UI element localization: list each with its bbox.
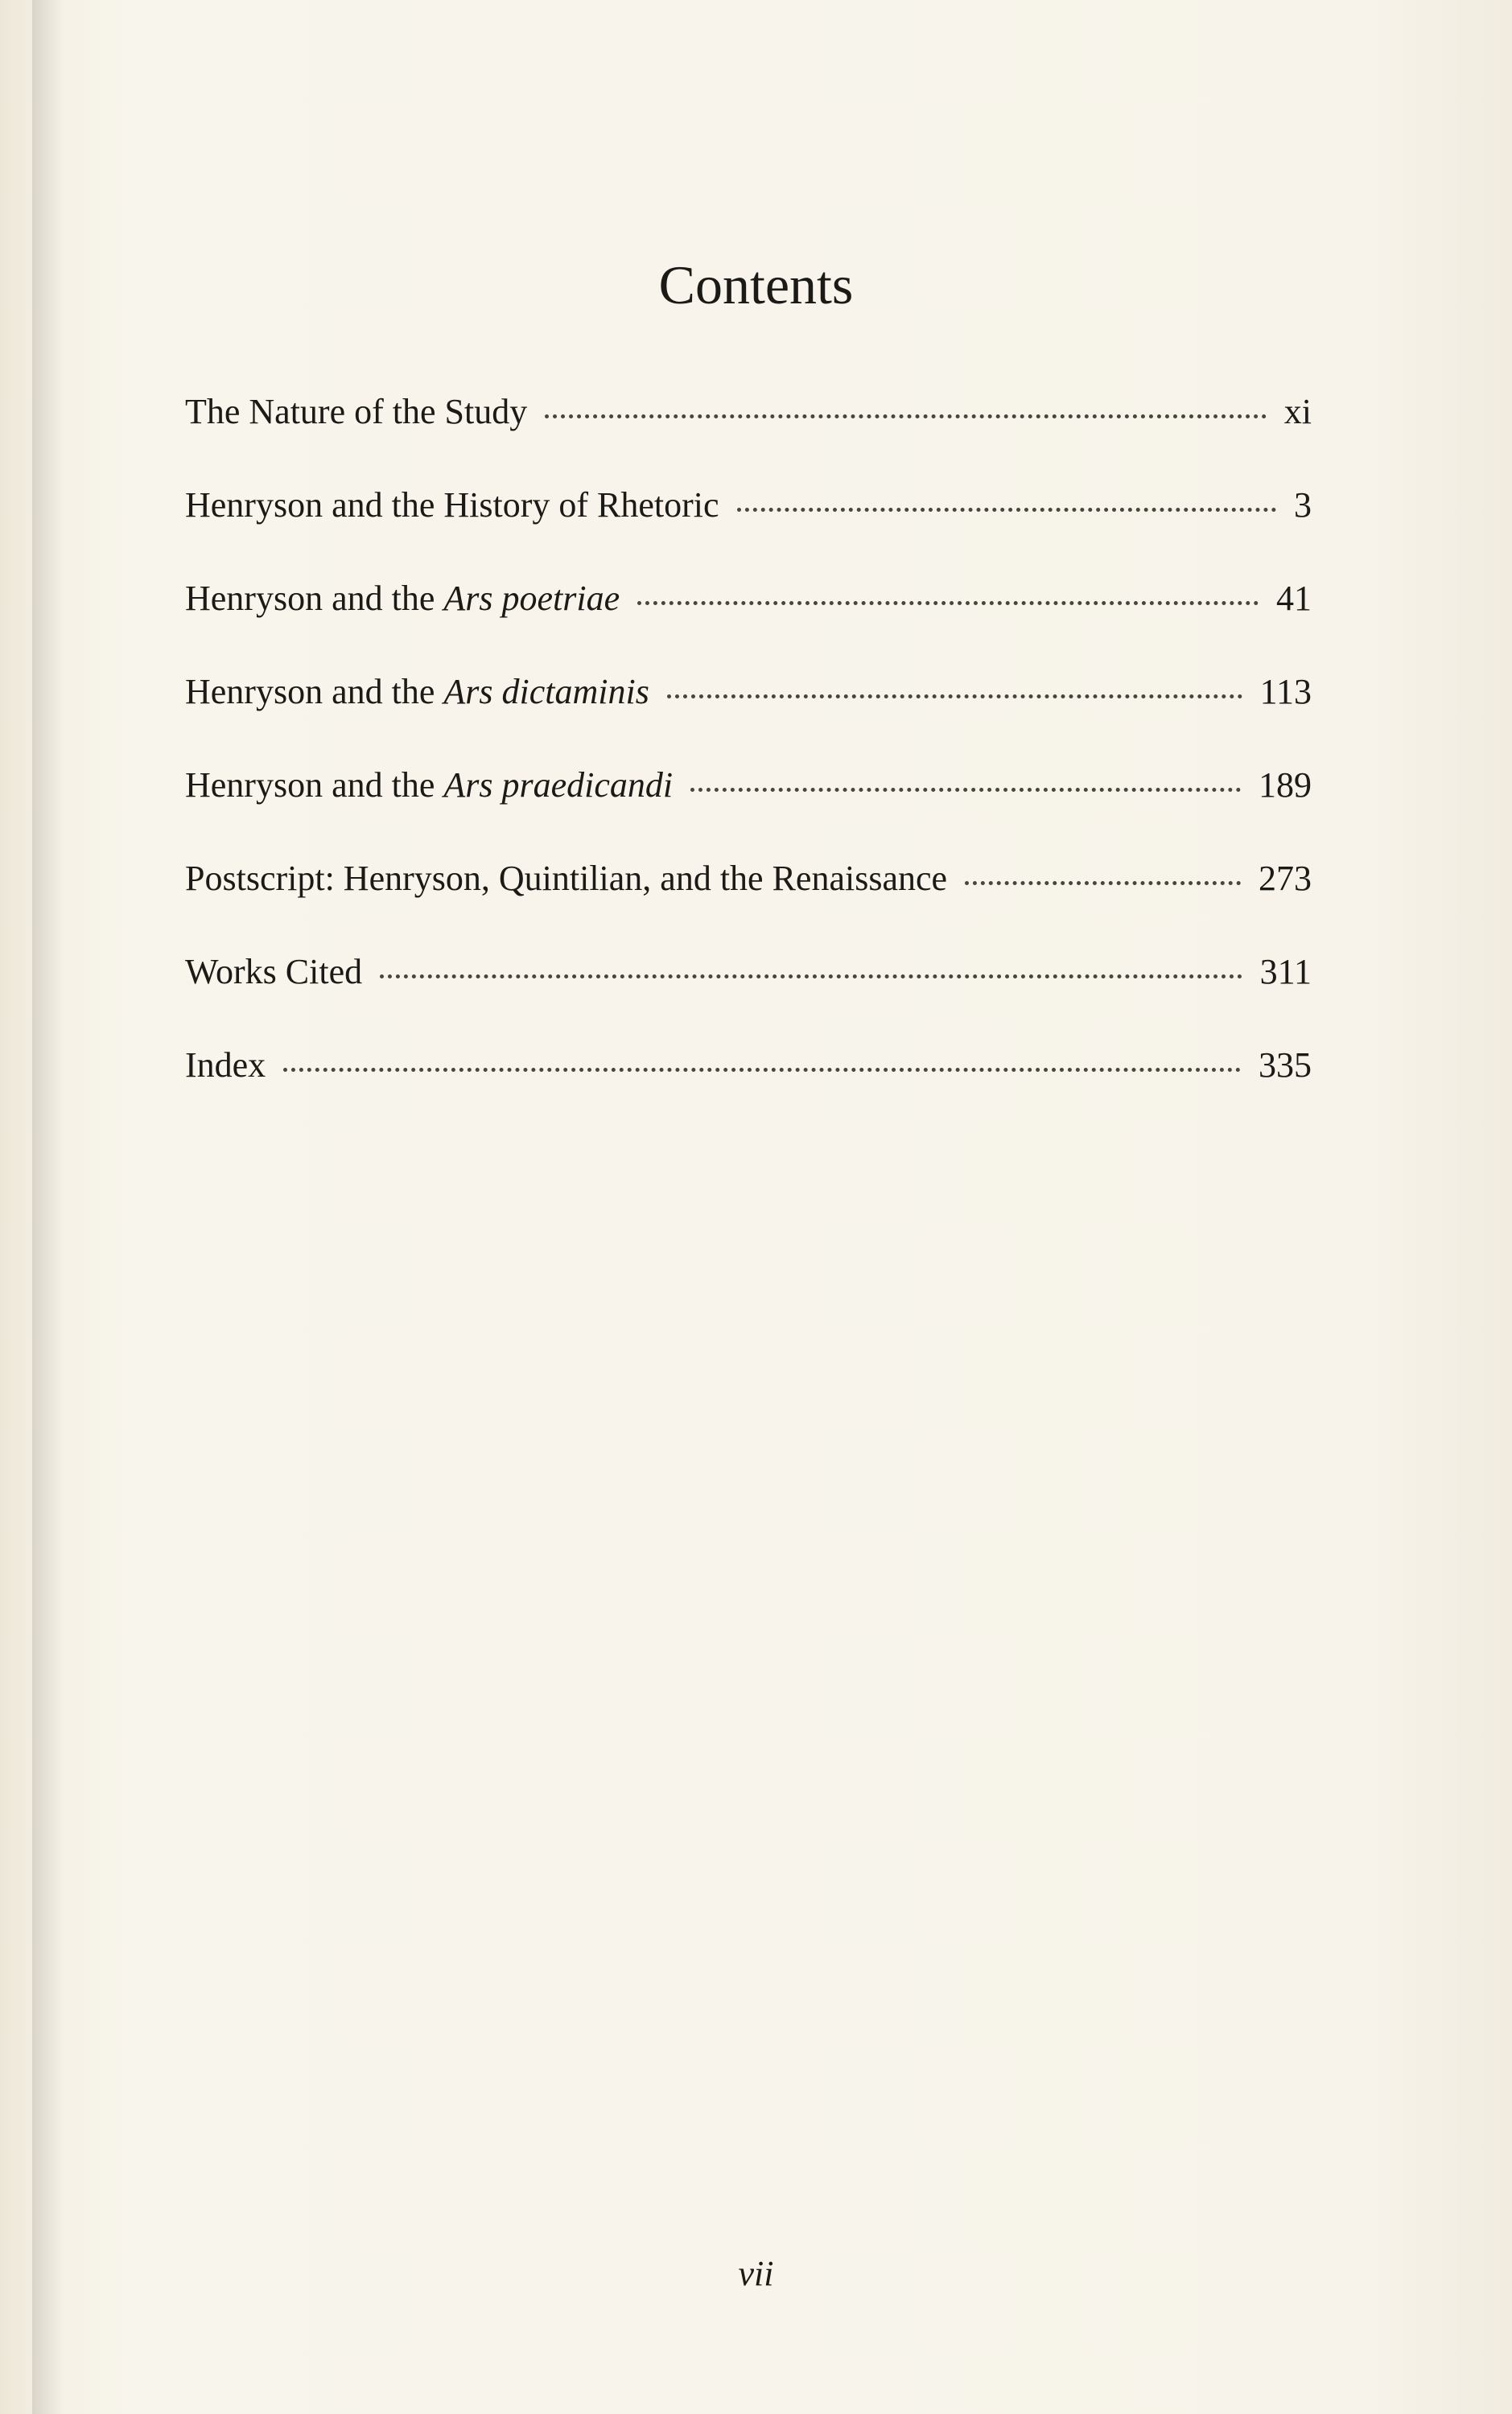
toc-entry xyxy=(185,581,1312,674)
toc-entry xyxy=(185,485,1312,581)
toc-entry-title: Henryson and the Ars praedicandi xyxy=(185,765,674,805)
dot-leader xyxy=(690,788,1241,792)
toc-entry-title: Henryson and the Ars poetriae xyxy=(185,579,620,618)
toc-entry-title: Henryson and the History of Rhetoric xyxy=(185,485,719,525)
toc-entry-title: Works Cited xyxy=(185,952,363,991)
dot-leader xyxy=(380,974,1242,978)
dot-leader xyxy=(965,881,1241,885)
toc-entry-page: xi xyxy=(1283,392,1312,431)
dot-leader xyxy=(283,1068,1241,1072)
toc-entry xyxy=(185,765,1312,861)
dot-leader xyxy=(545,414,1267,418)
page-title: Contents xyxy=(658,254,854,315)
toc-entry-page: 335 xyxy=(1259,1045,1312,1085)
toc-entry xyxy=(185,954,1312,1048)
toc-entry-page: 273 xyxy=(1259,859,1312,898)
dot-leader xyxy=(637,601,1259,605)
toc-entry-title: Postscript: Henryson, Quintilian, and the Renaissance xyxy=(185,859,948,898)
toc-entry-title: The Nature of the Study xyxy=(185,392,528,431)
toc-entry-page: 311 xyxy=(1259,952,1312,991)
toc-entry xyxy=(185,1045,1312,1141)
dot-leader xyxy=(737,508,1276,512)
page-number: vii xyxy=(738,2254,774,2293)
table-of-contents xyxy=(185,394,1312,1141)
toc-entry-page: 189 xyxy=(1259,765,1312,805)
toc-entry-page: 3 xyxy=(1294,485,1312,525)
toc-entry xyxy=(185,674,1312,768)
gutter-shadow xyxy=(32,0,64,2414)
toc-entry-title: Index xyxy=(185,1045,266,1085)
toc-entry-page: 41 xyxy=(1276,579,1312,618)
toc-entry-title: Henryson and the Ars dictaminis xyxy=(185,672,649,711)
toc-entry-page: 113 xyxy=(1259,672,1312,711)
dot-leader xyxy=(667,694,1242,698)
toc-entry xyxy=(185,394,1312,488)
toc-entry xyxy=(185,861,1312,954)
